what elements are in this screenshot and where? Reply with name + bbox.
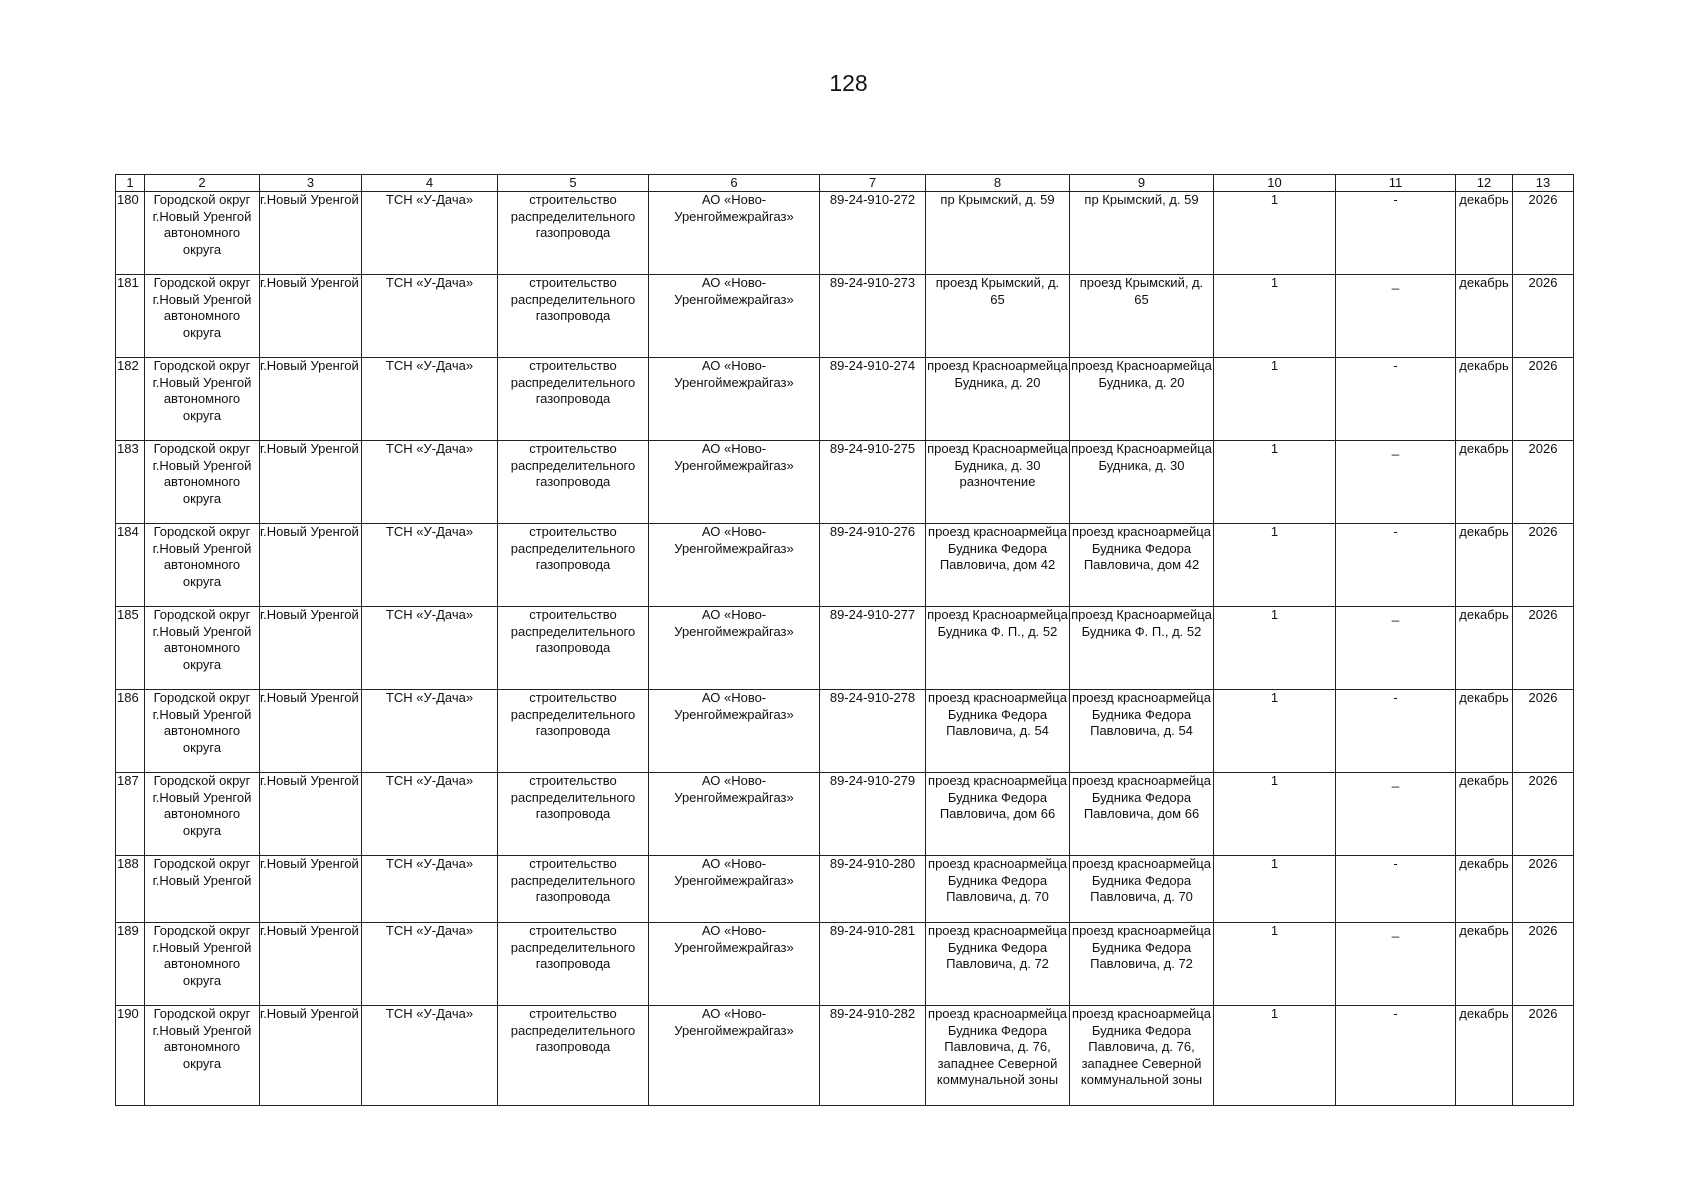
contractor-cell: АО «Ново-Уренгоймежрайгаз» [649,690,820,773]
organization-cell: ТСН «У-Дача» [362,441,498,524]
row-number: 189 [116,923,145,1006]
table-row [116,690,1574,773]
column-11-cell: - [1336,192,1456,275]
contractor-cell: АО «Ново-Уренгоймежрайгаз» [649,923,820,1006]
row-number: 185 [116,607,145,690]
table-row [116,1006,1574,1106]
row-number: 181 [116,275,145,358]
column-header: 1 [116,175,145,192]
work-type-cell: строительство распределительного газопровода [498,192,649,275]
contractor-cell: АО «Ново-Уренгоймежрайгаз» [649,773,820,856]
organization-cell: ТСН «У-Дача» [362,773,498,856]
city-cell: г.Новый Уренгой [260,607,362,690]
address-cell: проезд Крымский, д. 65 [926,275,1070,358]
cadastral-number-cell: 89-24-910-281 [820,923,926,1006]
column-11-cell: _ [1336,773,1456,856]
year-cell: 2026 [1513,358,1574,441]
address-cell: проезд Красноармейца Будника Ф. П., д. 52 [926,607,1070,690]
quantity-cell: 1 [1214,856,1336,923]
table-row [116,856,1574,923]
district-cell: Городской округ г.Новый Уренгой автономного округа [145,690,260,773]
address-verified-cell: проезд красноармейца Будника Федора Павловича, д. 76, западнее Северной коммунальной зоны [1070,1006,1214,1106]
cadastral-number-cell: 89-24-910-275 [820,441,926,524]
quantity-cell: 1 [1214,441,1336,524]
cadastral-number-cell: 89-24-910-272 [820,192,926,275]
address-cell: проезд Красноармейца Будника, д. 20 [926,358,1070,441]
organization-cell: ТСН «У-Дача» [362,192,498,275]
cadastral-number-cell: 89-24-910-276 [820,524,926,607]
column-11-cell: - [1336,524,1456,607]
work-type-cell: строительство распределительного газопровода [498,923,649,1006]
address-verified-cell: проезд красноармейца Будника Федора Павловича, дом 66 [1070,773,1214,856]
work-type-cell: строительство распределительного газопровода [498,441,649,524]
year-cell: 2026 [1513,607,1574,690]
cadastral-number-cell: 89-24-910-278 [820,690,926,773]
address-cell: пр Крымский, д. 59 [926,192,1070,275]
month-cell: декабрь [1456,923,1513,1006]
contractor-cell: АО «Ново-Уренгоймежрайгаз» [649,524,820,607]
row-number: 186 [116,690,145,773]
district-cell: Городской округ г.Новый Уренгой автономного округа [145,192,260,275]
address-cell: проезд красноармейца Будника Федора Павловича, д. 72 [926,923,1070,1006]
quantity-cell: 1 [1214,192,1336,275]
column-header: 6 [649,175,820,192]
district-cell: Городской округ г.Новый Уренгой автономного округа [145,524,260,607]
address-verified-cell: проезд Красноармейца Будника, д. 30 [1070,441,1214,524]
district-cell: Городской округ г.Новый Уренгой автономного округа [145,923,260,1006]
registry-table [115,174,1574,1106]
address-verified-cell: проезд красноармейца Будника Федора Павловича, д. 54 [1070,690,1214,773]
district-cell: Городской округ г.Новый Уренгой автономного округа [145,607,260,690]
table-row [116,441,1574,524]
row-number: 188 [116,856,145,923]
address-cell: проезд Красноармейца Будника, д. 30 разночтение [926,441,1070,524]
city-cell: г.Новый Уренгой [260,358,362,441]
month-cell: декабрь [1456,524,1513,607]
quantity-cell: 1 [1214,690,1336,773]
district-cell: Городской округ г.Новый Уренгой автономного округа [145,441,260,524]
table-row [116,524,1574,607]
month-cell: декабрь [1456,607,1513,690]
column-11-cell: - [1336,1006,1456,1106]
organization-cell: ТСН «У-Дача» [362,607,498,690]
year-cell: 2026 [1513,524,1574,607]
month-cell: декабрь [1456,441,1513,524]
column-11-cell: - [1336,358,1456,441]
city-cell: г.Новый Уренгой [260,690,362,773]
work-type-cell: строительство распределительного газопровода [498,358,649,441]
city-cell: г.Новый Уренгой [260,856,362,923]
city-cell: г.Новый Уренгой [260,524,362,607]
column-11-cell: - [1336,690,1456,773]
address-verified-cell: проезд Красноармейца Будника Ф. П., д. 52 [1070,607,1214,690]
city-cell: г.Новый Уренгой [260,275,362,358]
address-cell: проезд красноармейца Будника Федора Павловича, д. 70 [926,856,1070,923]
organization-cell: ТСН «У-Дача» [362,275,498,358]
quantity-cell: 1 [1214,773,1336,856]
month-cell: декабрь [1456,690,1513,773]
contractor-cell: АО «Ново-Уренгоймежрайгаз» [649,607,820,690]
work-type-cell: строительство распределительного газопровода [498,773,649,856]
address-verified-cell: проезд красноармейца Будника Федора Павловича, д. 72 [1070,923,1214,1006]
year-cell: 2026 [1513,856,1574,923]
city-cell: г.Новый Уренгой [260,441,362,524]
year-cell: 2026 [1513,275,1574,358]
address-verified-cell: проезд красноармейца Будника Федора Павловича, д. 70 [1070,856,1214,923]
contractor-cell: АО «Ново-Уренгоймежрайгаз» [649,441,820,524]
work-type-cell: строительство распределительного газопровода [498,524,649,607]
address-cell: проезд красноармейца Будника Федора Павловича, дом 42 [926,524,1070,607]
cadastral-number-cell: 89-24-910-280 [820,856,926,923]
column-header: 7 [820,175,926,192]
cadastral-number-cell: 89-24-910-273 [820,275,926,358]
organization-cell: ТСН «У-Дача» [362,524,498,607]
row-number: 187 [116,773,145,856]
work-type-cell: строительство распределительного газопровода [498,275,649,358]
city-cell: г.Новый Уренгой [260,773,362,856]
district-cell: Городской округ г.Новый Уренгой автономного округа [145,275,260,358]
quantity-cell: 1 [1214,607,1336,690]
address-cell: проезд красноармейца Будника Федора Павловича, дом 66 [926,773,1070,856]
city-cell: г.Новый Уренгой [260,1006,362,1106]
year-cell: 2026 [1513,773,1574,856]
cadastral-number-cell: 89-24-910-282 [820,1006,926,1106]
month-cell: декабрь [1456,773,1513,856]
month-cell: декабрь [1456,1006,1513,1106]
column-header: 12 [1456,175,1513,192]
table-row [116,923,1574,1006]
month-cell: декабрь [1456,358,1513,441]
column-11-cell: _ [1336,441,1456,524]
district-cell: Городской округ г.Новый Уренгой автономного округа [145,358,260,441]
quantity-cell: 1 [1214,923,1336,1006]
address-cell: проезд красноармейца Будника Федора Павловича, д. 76, западнее Северной коммунальной зоны [926,1006,1070,1106]
quantity-cell: 1 [1214,524,1336,607]
year-cell: 2026 [1513,1006,1574,1106]
address-cell: проезд красноармейца Будника Федора Павловича, д. 54 [926,690,1070,773]
column-header: 4 [362,175,498,192]
quantity-cell: 1 [1214,275,1336,358]
table-row [116,607,1574,690]
cadastral-number-cell: 89-24-910-279 [820,773,926,856]
work-type-cell: строительство распределительного газопровода [498,607,649,690]
organization-cell: ТСН «У-Дача» [362,690,498,773]
quantity-cell: 1 [1214,1006,1336,1106]
cadastral-number-cell: 89-24-910-277 [820,607,926,690]
organization-cell: ТСН «У-Дача» [362,856,498,923]
column-header: 9 [1070,175,1214,192]
address-verified-cell: проезд красноармейца Будника Федора Павловича, дом 42 [1070,524,1214,607]
district-cell: Городской округ г.Новый Уренгой автономного округа [145,773,260,856]
row-number: 182 [116,358,145,441]
contractor-cell: АО «Ново-Уренгоймежрайгаз» [649,192,820,275]
table-row [116,358,1574,441]
work-type-cell: строительство распределительного газопровода [498,856,649,923]
column-header: 5 [498,175,649,192]
column-11-cell: - [1336,856,1456,923]
address-verified-cell: пр Крымский, д. 59 [1070,192,1214,275]
month-cell: декабрь [1456,192,1513,275]
year-cell: 2026 [1513,690,1574,773]
organization-cell: ТСН «У-Дача» [362,1006,498,1106]
work-type-cell: строительство распределительного газопровода [498,1006,649,1106]
row-number: 190 [116,1006,145,1106]
address-verified-cell: проезд Крымский, д. 65 [1070,275,1214,358]
column-11-cell: _ [1336,607,1456,690]
year-cell: 2026 [1513,192,1574,275]
month-cell: декабрь [1456,275,1513,358]
contractor-cell: АО «Ново-Уренгоймежрайгаз» [649,358,820,441]
contractor-cell: АО «Ново-Уренгоймежрайгаз» [649,1006,820,1106]
column-header: 2 [145,175,260,192]
contractor-cell: АО «Ново-Уренгоймежрайгаз» [649,856,820,923]
table-row [116,275,1574,358]
column-header: 10 [1214,175,1336,192]
row-number: 184 [116,524,145,607]
column-header: 13 [1513,175,1574,192]
organization-cell: ТСН «У-Дача» [362,923,498,1006]
quantity-cell: 1 [1214,358,1336,441]
column-header: 11 [1336,175,1456,192]
address-verified-cell: проезд Красноармейца Будника, д. 20 [1070,358,1214,441]
column-11-cell: _ [1336,275,1456,358]
city-cell: г.Новый Уренгой [260,923,362,1006]
row-number: 183 [116,441,145,524]
district-cell: Городской округ г.Новый Уренгой [145,856,260,923]
column-number-row [116,175,1574,192]
year-cell: 2026 [1513,441,1574,524]
column-header: 8 [926,175,1070,192]
column-header: 3 [260,175,362,192]
year-cell: 2026 [1513,923,1574,1006]
contractor-cell: АО «Ново-Уренгоймежрайгаз» [649,275,820,358]
table-row [116,192,1574,275]
district-cell: Городской округ г.Новый Уренгой автономного округа [145,1006,260,1106]
organization-cell: ТСН «У-Дача» [362,358,498,441]
work-type-cell: строительство распределительного газопровода [498,690,649,773]
column-11-cell: _ [1336,923,1456,1006]
table-row [116,773,1574,856]
month-cell: декабрь [1456,856,1513,923]
cadastral-number-cell: 89-24-910-274 [820,358,926,441]
city-cell: г.Новый Уренгой [260,192,362,275]
row-number: 180 [116,192,145,275]
page-number: 128 [829,70,868,96]
